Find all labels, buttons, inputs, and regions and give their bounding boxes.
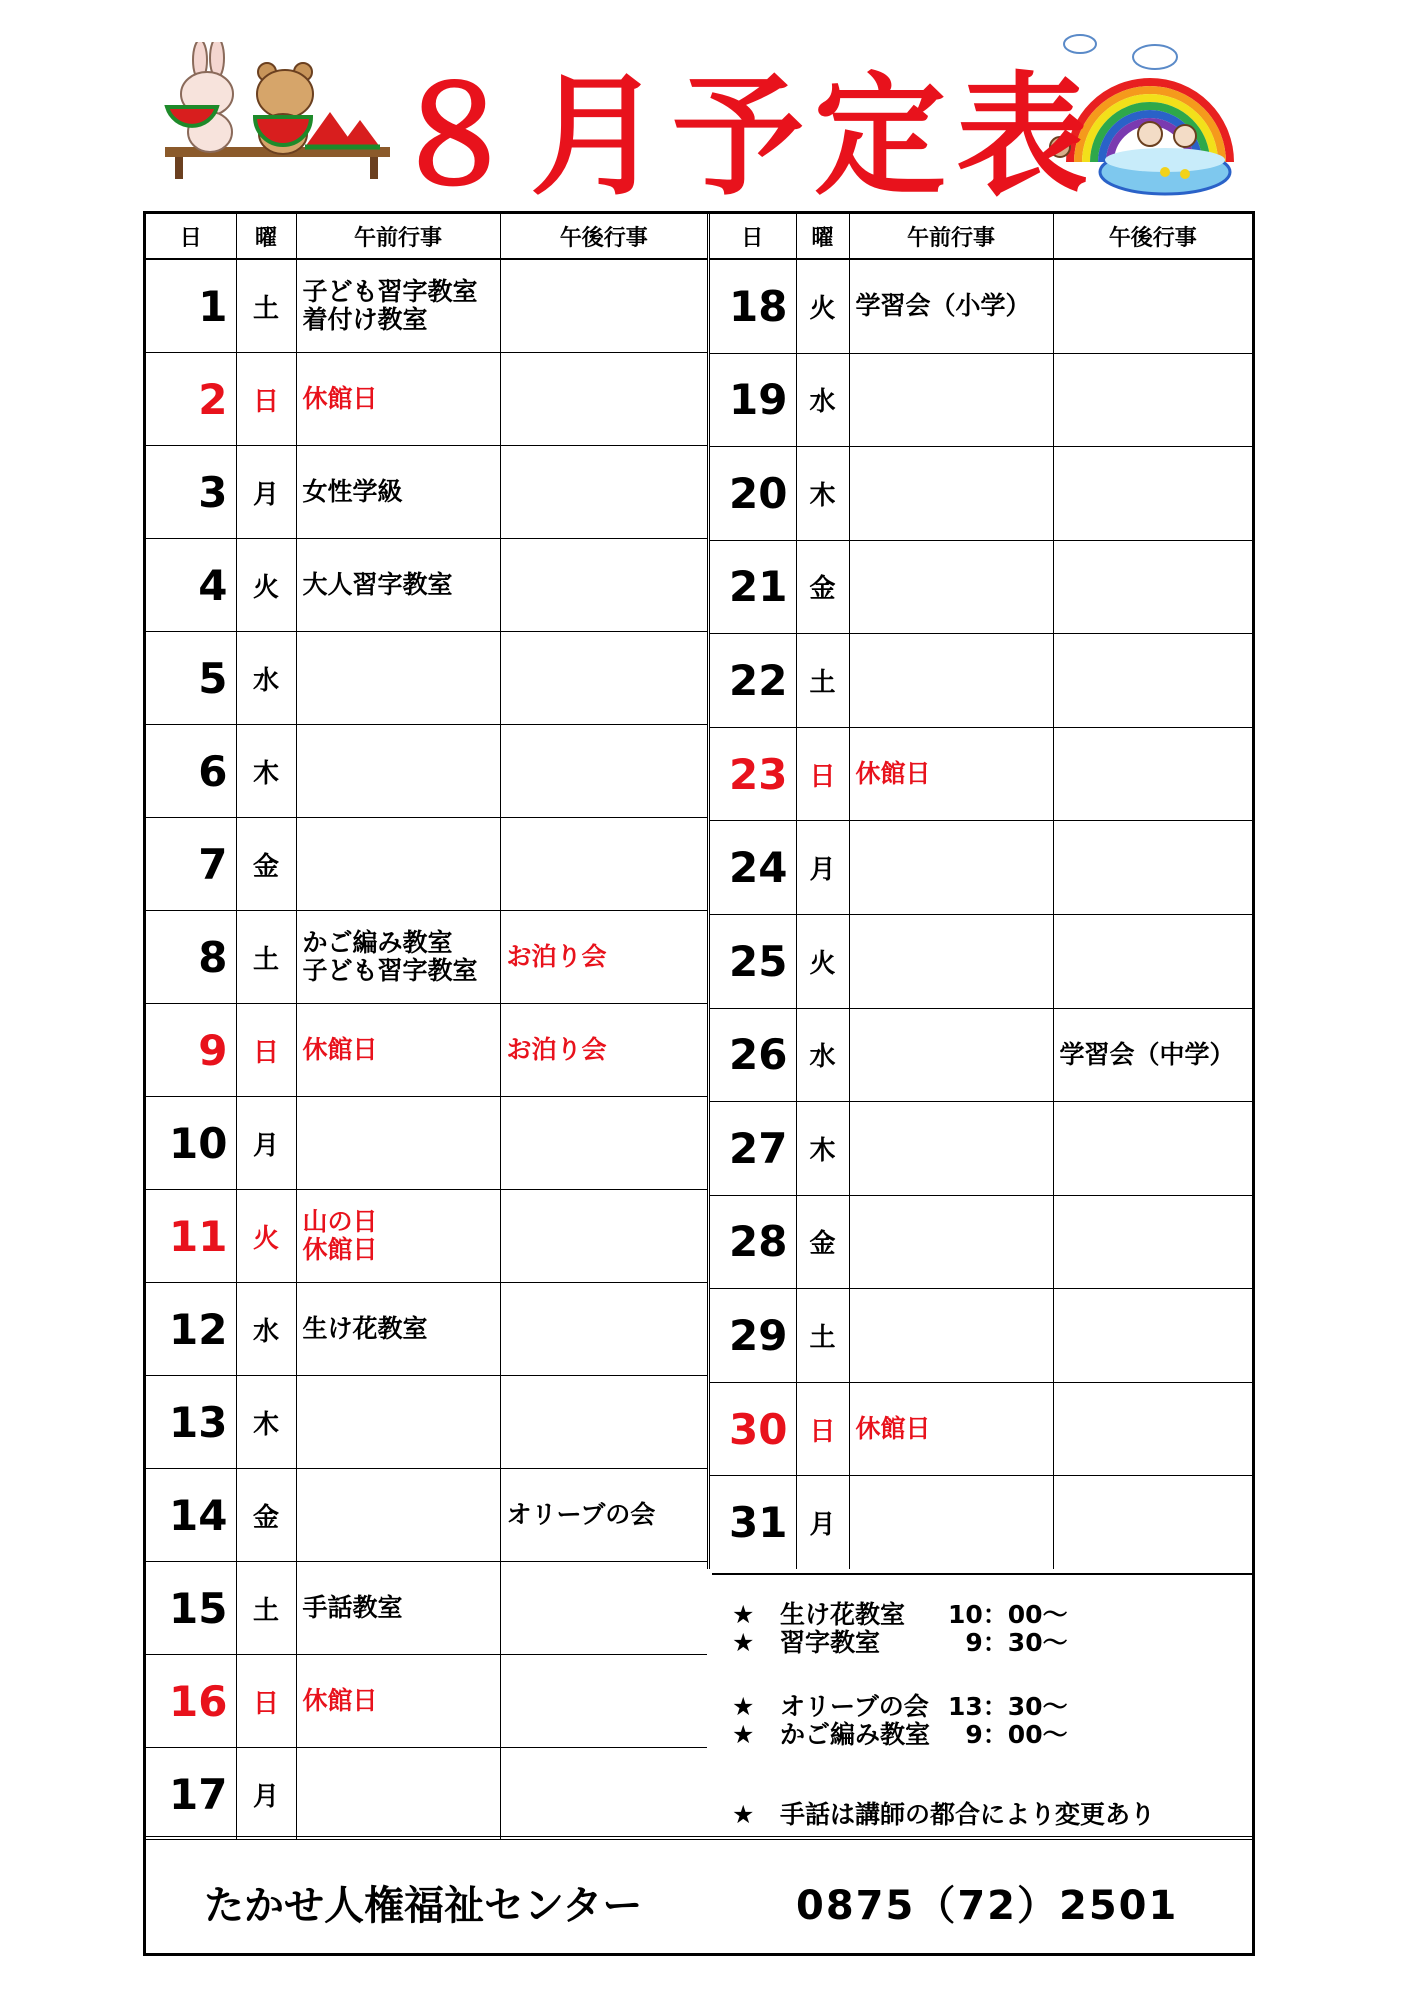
day-number: 2 xyxy=(146,353,236,446)
header-am: 午前行事 xyxy=(849,214,1053,259)
table-row xyxy=(146,1097,707,1190)
day-of-week: 土 xyxy=(796,1289,849,1383)
day-of-week: 月 xyxy=(236,1748,296,1841)
event-label: 着付け教室 xyxy=(302,305,428,334)
afternoon-events xyxy=(1053,1102,1252,1196)
day-number: 8 xyxy=(146,911,236,1004)
day-number: 10 xyxy=(146,1097,236,1190)
morning-events xyxy=(849,634,1053,728)
day-of-week: 火 xyxy=(236,539,296,632)
table-row xyxy=(709,1195,1252,1289)
day-number: 20 xyxy=(709,447,796,541)
day-number: 11 xyxy=(146,1190,236,1283)
morning-events xyxy=(849,353,1053,447)
event-label: 休館日 xyxy=(302,1235,378,1264)
day-number: 17 xyxy=(146,1748,236,1841)
table-row xyxy=(146,632,707,725)
table-row xyxy=(146,911,707,1004)
day-of-week: 木 xyxy=(236,725,296,818)
table-row xyxy=(709,353,1252,447)
morning-events xyxy=(849,1289,1053,1383)
day-number: 15 xyxy=(146,1562,236,1655)
afternoon-events xyxy=(500,818,707,911)
event-label: 女性学級 xyxy=(302,477,403,506)
rabbit-bear-watermelon-icon xyxy=(155,42,395,182)
table-row xyxy=(709,259,1252,353)
morning-events xyxy=(296,539,500,632)
morning-events xyxy=(849,914,1053,1008)
day-of-week: 月 xyxy=(236,1097,296,1190)
afternoon-events xyxy=(1053,1382,1252,1476)
afternoon-events xyxy=(500,539,707,632)
table-row xyxy=(709,634,1252,728)
table-row xyxy=(146,1004,707,1097)
afternoon-events xyxy=(1053,1289,1252,1383)
calendar-left xyxy=(146,214,707,1840)
event-label: 休館日 xyxy=(302,1686,378,1715)
event-label: 休館日 xyxy=(302,1035,378,1064)
day-number: 5 xyxy=(146,632,236,725)
morning-events xyxy=(296,353,500,446)
afternoon-events xyxy=(500,1376,707,1469)
day-number: 4 xyxy=(146,539,236,632)
note-item: ★ 習字教室 9：30～ xyxy=(732,1628,1068,1657)
day-of-week: 水 xyxy=(236,632,296,725)
day-number: 25 xyxy=(709,914,796,1008)
table-row xyxy=(709,540,1252,634)
day-of-week: 金 xyxy=(236,818,296,911)
header-pm: 午後行事 xyxy=(1053,214,1252,259)
header-dow: 曜 xyxy=(796,214,849,259)
day-number: 21 xyxy=(709,540,796,634)
schedule-frame xyxy=(143,211,1255,1956)
day-number: 30 xyxy=(709,1382,796,1476)
note-item: ★ オリーブの会 13：30～ xyxy=(732,1692,1068,1721)
morning-events xyxy=(849,1195,1053,1289)
morning-events xyxy=(849,447,1053,541)
table-row xyxy=(709,821,1252,915)
day-of-week: 金 xyxy=(796,1195,849,1289)
table-row xyxy=(146,446,707,539)
morning-events xyxy=(296,1097,500,1190)
day-of-week: 月 xyxy=(236,446,296,539)
table-row xyxy=(709,914,1252,1008)
morning-events xyxy=(849,727,1053,821)
afternoon-events xyxy=(1053,353,1252,447)
afternoon-events xyxy=(500,446,707,539)
afternoon-events xyxy=(500,259,707,353)
table-row xyxy=(709,727,1252,821)
note-item: ★ かご編み教室 9：00～ xyxy=(732,1720,1068,1749)
afternoon-events xyxy=(1053,540,1252,634)
day-of-week: 水 xyxy=(796,353,849,447)
afternoon-events xyxy=(1053,1008,1252,1102)
day-of-week: 火 xyxy=(796,914,849,1008)
note-item: ★ 手話は講師の都合により変更あり xyxy=(732,1800,1156,1829)
event-label: 生け花教室 xyxy=(302,1314,428,1343)
footer xyxy=(146,1836,1252,1953)
morning-events xyxy=(849,259,1053,353)
morning-events xyxy=(296,1748,500,1841)
day-of-week: 日 xyxy=(236,353,296,446)
event-label: 休館日 xyxy=(302,384,378,413)
day-of-week: 月 xyxy=(796,821,849,915)
day-of-week: 金 xyxy=(236,1469,296,1562)
day-number: 12 xyxy=(146,1283,236,1376)
day-number: 14 xyxy=(146,1469,236,1562)
afternoon-events xyxy=(1053,727,1252,821)
day-of-week: 日 xyxy=(236,1004,296,1097)
page-title: ８月予定表 xyxy=(388,60,1098,214)
afternoon-events xyxy=(500,1469,707,1562)
event-label: 学習会（中学） xyxy=(1059,1039,1235,1069)
afternoon-events xyxy=(500,1748,707,1841)
day-of-week: 水 xyxy=(796,1008,849,1102)
day-number: 6 xyxy=(146,725,236,818)
afternoon-events xyxy=(1053,634,1252,728)
event-label: かご編み教室 xyxy=(302,928,453,957)
day-of-week: 火 xyxy=(236,1190,296,1283)
afternoon-events xyxy=(500,1283,707,1376)
calendar-right xyxy=(709,214,1252,1569)
morning-events xyxy=(296,1283,500,1376)
day-of-week: 月 xyxy=(796,1476,849,1569)
day-of-week: 日 xyxy=(796,727,849,821)
day-number: 18 xyxy=(709,259,796,353)
day-number: 26 xyxy=(709,1008,796,1102)
event-label: 休館日 xyxy=(855,1414,931,1444)
afternoon-events xyxy=(500,1655,707,1748)
afternoon-events xyxy=(1053,447,1252,541)
table-row xyxy=(146,1562,707,1655)
day-number: 29 xyxy=(709,1289,796,1383)
day-number: 16 xyxy=(146,1655,236,1748)
morning-events xyxy=(849,1102,1053,1196)
day-of-week: 水 xyxy=(236,1283,296,1376)
table-row xyxy=(146,353,707,446)
day-number: 27 xyxy=(709,1102,796,1196)
day-number: 9 xyxy=(146,1004,236,1097)
morning-events xyxy=(296,632,500,725)
morning-events xyxy=(849,821,1053,915)
morning-events xyxy=(296,1190,500,1283)
event-label: 手話教室 xyxy=(302,1593,403,1622)
header-dow: 曜 xyxy=(236,214,296,259)
afternoon-events xyxy=(500,1562,707,1655)
table-row xyxy=(146,1469,707,1562)
star-icon: ★ xyxy=(732,1600,755,1629)
day-number: 19 xyxy=(709,353,796,447)
event-label: オリーブの会 xyxy=(506,1500,656,1529)
morning-events xyxy=(849,1382,1053,1476)
day-of-week: 土 xyxy=(236,911,296,1004)
morning-events xyxy=(296,1655,500,1748)
afternoon-events xyxy=(500,353,707,446)
event-label: 休館日 xyxy=(855,759,931,789)
morning-events xyxy=(296,259,500,353)
morning-events xyxy=(849,1476,1053,1569)
table-row xyxy=(146,1283,707,1376)
header-day: 日 xyxy=(146,214,236,259)
note-item: ★ 生け花教室 10：00～ xyxy=(732,1600,1068,1629)
day-number: 3 xyxy=(146,446,236,539)
day-of-week: 木 xyxy=(796,1102,849,1196)
day-number: 1 xyxy=(146,259,236,353)
table-row xyxy=(709,1382,1252,1476)
day-of-week: 金 xyxy=(796,540,849,634)
table-row xyxy=(146,1190,707,1283)
header-day: 日 xyxy=(709,214,796,259)
table-row xyxy=(709,1102,1252,1196)
table-row xyxy=(709,1008,1252,1102)
table-row xyxy=(146,725,707,818)
table-row xyxy=(146,818,707,911)
morning-events xyxy=(296,818,500,911)
table-row xyxy=(146,539,707,632)
morning-events xyxy=(296,1562,500,1655)
afternoon-events xyxy=(500,1190,707,1283)
event-label: お泊り会 xyxy=(506,942,607,971)
afternoon-events xyxy=(500,1004,707,1097)
table-row xyxy=(146,1655,707,1748)
afternoon-events xyxy=(1053,821,1252,915)
morning-events xyxy=(296,1376,500,1469)
day-of-week: 土 xyxy=(796,634,849,728)
day-number: 7 xyxy=(146,818,236,911)
table-row xyxy=(709,447,1252,541)
day-number: 31 xyxy=(709,1476,796,1569)
afternoon-events xyxy=(1053,914,1252,1008)
star-icon: ★ xyxy=(732,1628,755,1657)
event-label: 子ども習字教室 xyxy=(302,956,478,985)
morning-events xyxy=(296,1004,500,1097)
morning-events xyxy=(849,540,1053,634)
afternoon-events xyxy=(1053,1195,1252,1289)
afternoon-events xyxy=(500,725,707,818)
morning-events xyxy=(296,1469,500,1562)
center-name: たかせ人権福祉センター xyxy=(204,1883,643,1929)
day-number: 22 xyxy=(709,634,796,728)
table-row xyxy=(709,1289,1252,1383)
star-icon: ★ xyxy=(732,1720,755,1749)
afternoon-events xyxy=(1053,1476,1252,1569)
table-row xyxy=(146,259,707,353)
day-number: 24 xyxy=(709,821,796,915)
table-row xyxy=(146,1748,707,1841)
day-of-week: 日 xyxy=(796,1382,849,1476)
event-label: 大人習字教室 xyxy=(302,570,453,599)
day-of-week: 火 xyxy=(796,259,849,353)
star-icon: ★ xyxy=(732,1800,755,1829)
afternoon-events xyxy=(500,632,707,725)
morning-events xyxy=(296,725,500,818)
day-of-week: 土 xyxy=(236,259,296,353)
afternoon-events xyxy=(500,911,707,1004)
day-number: 28 xyxy=(709,1195,796,1289)
calendar-right-body xyxy=(709,259,1252,1569)
afternoon-events xyxy=(500,1097,707,1190)
header-pm: 午後行事 xyxy=(500,214,707,259)
morning-events xyxy=(849,1008,1053,1102)
notes-box xyxy=(712,1573,1255,1853)
table-row xyxy=(146,1376,707,1469)
day-of-week: 木 xyxy=(796,447,849,541)
day-of-week: 木 xyxy=(236,1376,296,1469)
afternoon-events xyxy=(1053,259,1252,353)
event-label: 学習会（小学） xyxy=(855,291,1031,321)
day-of-week: 日 xyxy=(236,1655,296,1748)
morning-events xyxy=(296,446,500,539)
morning-events xyxy=(296,911,500,1004)
event-label: 山の日 xyxy=(302,1207,378,1236)
star-icon: ★ xyxy=(732,1692,755,1721)
day-number: 23 xyxy=(709,727,796,821)
day-number: 13 xyxy=(146,1376,236,1469)
header-am: 午前行事 xyxy=(296,214,500,259)
calendar-left-body xyxy=(146,259,707,1840)
event-label: 子ども習字教室 xyxy=(302,277,478,306)
day-of-week: 土 xyxy=(236,1562,296,1655)
table-row xyxy=(709,1476,1252,1569)
phone-number: 0875（72）2501 xyxy=(796,1883,1179,1929)
event-label: お泊り会 xyxy=(506,1035,607,1064)
